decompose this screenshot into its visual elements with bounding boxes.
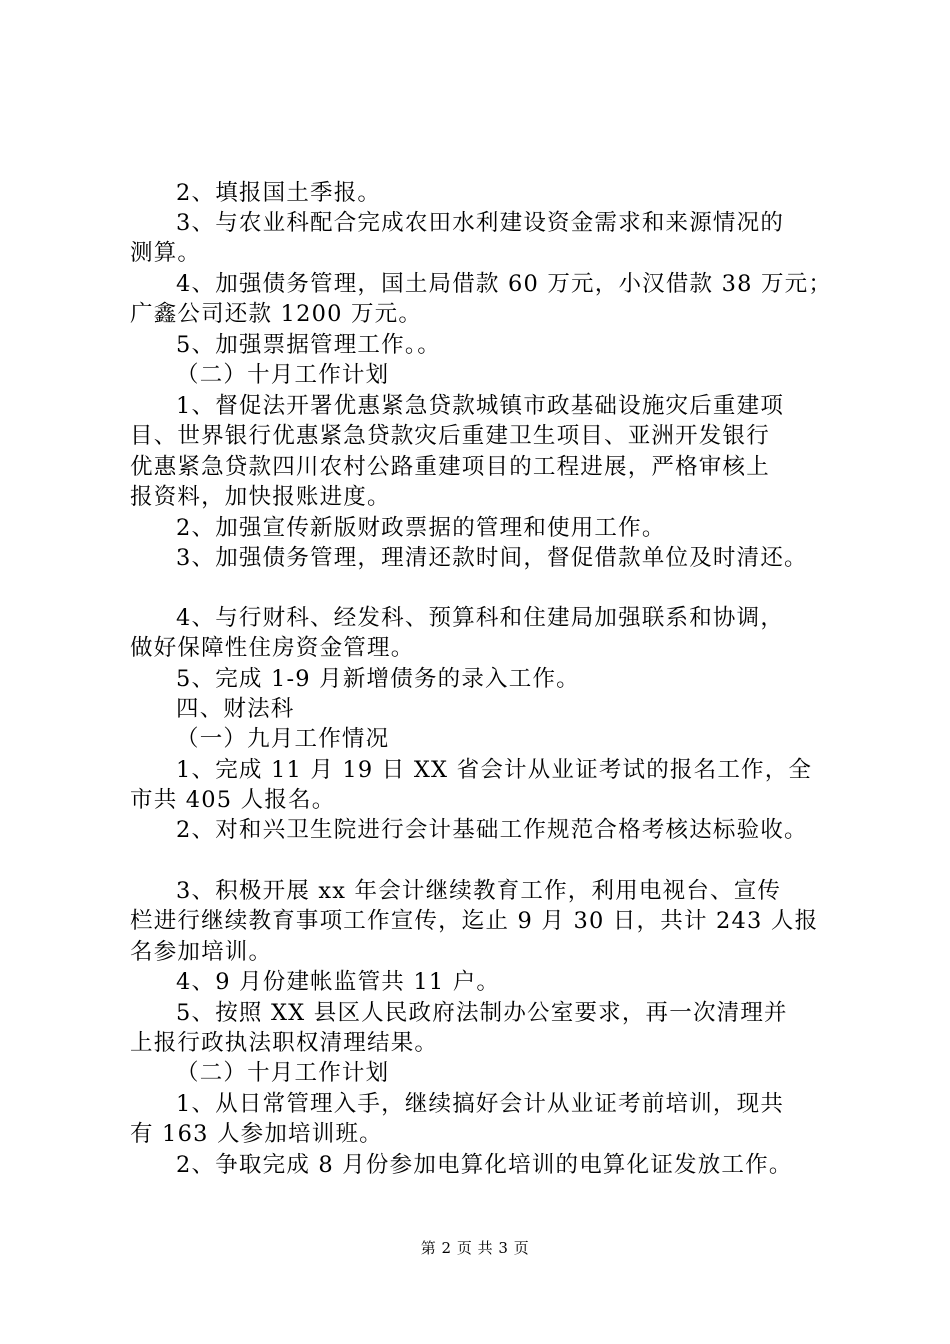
text-line: 市共 405 人报名。 bbox=[130, 787, 336, 813]
text-line: 测算。 bbox=[130, 240, 202, 266]
text-line: 3、加强债务管理，理清还款时间，督促借款单位及时清还。 bbox=[176, 545, 808, 571]
text-line: 2、争取完成 8 月份参加电算化培训的电算化证发放工作。 bbox=[176, 1152, 793, 1178]
text-line: 1、督促法开署优惠紧急贷款城镇市政基础设施灾后重建项 bbox=[176, 393, 785, 419]
text-line: 3、与农业科配合完成农田水利建设资金需求和来源情况的 bbox=[176, 210, 785, 236]
page-footer: 第 2 页 共 3 页 bbox=[420, 1239, 530, 1257]
section-heading: （二）十月工作计划 bbox=[176, 1060, 390, 1086]
text-line: 5、加强票据管理工作。。 bbox=[176, 332, 441, 358]
text-line: 5、完成 1-9 月新增债务的录入工作。 bbox=[176, 666, 580, 692]
text-line: 优惠紧急贷款四川农村公路重建项目的工程进展，严格审核上 bbox=[130, 454, 770, 480]
text-line: 1、完成 11 月 19 日 XX 省会计从业证考试的报名工作，全 bbox=[176, 757, 813, 783]
text-line: 1、从日常管理入手，继续搞好会计从业证考前培训，现共 bbox=[176, 1091, 785, 1117]
text-line: 栏进行继续教育事项工作宣传，迄止 9 月 30 日，共计 243 人报 bbox=[130, 908, 819, 934]
text-line: 报资料，加快报账进度。 bbox=[130, 484, 391, 510]
text-line: 2、填报国土季报。 bbox=[176, 180, 382, 206]
section-heading: （一）九月工作情况 bbox=[176, 726, 390, 752]
text-line: 目、世界银行优惠紧急贷款灾后重建卫生项目、亚洲开发银行 bbox=[130, 423, 770, 449]
text-line: 4、9 月份建帐监管共 11 户。 bbox=[176, 969, 501, 995]
section-heading: 四、财法科 bbox=[176, 696, 295, 722]
text-line: 5、按照 XX 县区人民政府法制办公室要求，再一次清理并 bbox=[176, 1000, 788, 1026]
text-line: 4、与行财科、经发科、预算科和住建局加强联系和协调， bbox=[176, 605, 785, 631]
text-line: 名参加培训。 bbox=[130, 939, 273, 965]
text-line: 上报行政执法职权清理结果。 bbox=[130, 1030, 439, 1056]
text-line: 2、对和兴卫生院进行会计基础工作规范合格考核达标验收。 bbox=[176, 817, 808, 843]
text-line: 2、加强宣传新版财政票据的管理和使用工作。 bbox=[176, 515, 666, 541]
text-line: 4、加强债务管理，国土局借款 60 万元，小汉借款 38 万元； bbox=[176, 271, 833, 297]
text-line: 3、积极开展 xx 年会计继续教育工作，利用电视台、宣传 bbox=[176, 878, 782, 904]
text-line: 有 163 人参加培训班。 bbox=[130, 1121, 383, 1147]
text-line: 广鑫公司还款 1200 万元。 bbox=[130, 301, 423, 327]
section-heading: （二）十月工作计划 bbox=[176, 362, 390, 388]
text-line: 做好保障性住房资金管理。 bbox=[130, 635, 415, 661]
